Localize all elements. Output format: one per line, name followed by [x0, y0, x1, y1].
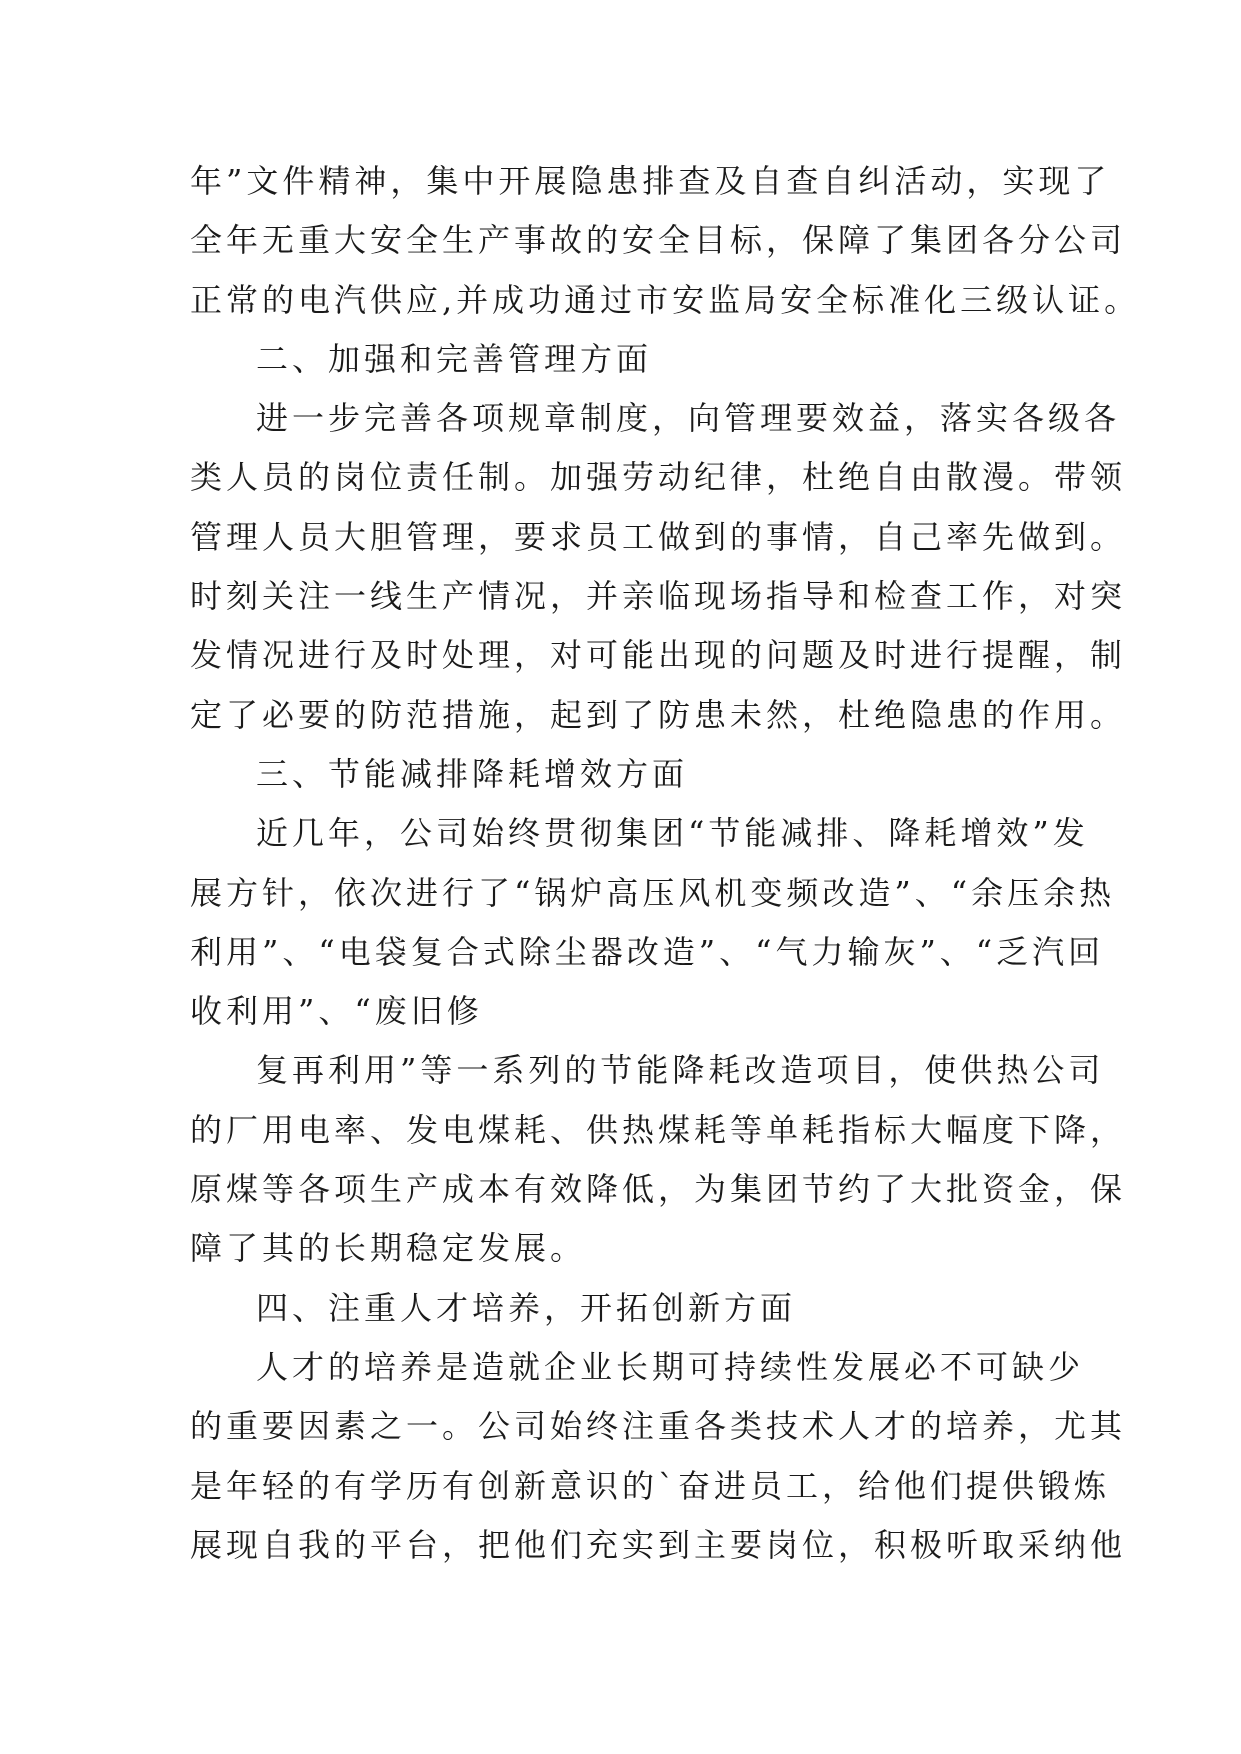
text-line: 年”文件精神，集中开展隐患排查及自查自纠活动，实现了	[190, 162, 1111, 200]
document-body	[190, 152, 1141, 1575]
text-line: 进一步完善各项规章制度，向管理要效益，落实各级各	[256, 399, 1121, 438]
text-line: 障了其的长期稳定发展。	[190, 1229, 587, 1268]
text-line: 四、注重人才培养，开拓创新方面	[256, 1288, 797, 1327]
text-line: 全年无重大安全生产事故的安全目标，保障了集团各分公司	[190, 221, 1127, 260]
text-line: 管理人员大胆管理，要求员工做到的事情，自己率先做到。	[190, 517, 1127, 556]
text-line: 正常的电汽供应,并成功通过市安监局安全标准化三级认证。	[190, 280, 1141, 319]
text-line: 三、节能减排降耗增效方面	[256, 754, 689, 793]
text-line: 原煤等各项生产成本有效降低，为集团节约了大批资金，保	[190, 1170, 1127, 1209]
text-line: 是年轻的有学历有创新意识的`奋进员工，给他们提供锻炼	[190, 1466, 1111, 1505]
text-line: 复再利用”等一系列的节能降耗改造项目，使供热公司	[256, 1051, 1105, 1090]
text-line: 的厂用电率、发电煤耗、供热煤耗等单耗指标大幅度下降，	[190, 1110, 1127, 1149]
text-line: 利用”、“电袋复合式除尘器改造”、“气力输灰”、“乏汽回	[190, 932, 1105, 971]
text-line: 发情况进行及时处理，对可能出现的问题及时进行提醒，制	[190, 636, 1127, 675]
text-line: 时刻关注一线生产情况，并亲临现场指导和检查工作，对突	[190, 577, 1127, 616]
text-line: 类人员的岗位责任制。加强劳动纪律，杜绝自由散漫。带领	[190, 458, 1127, 497]
text-line: 展方针，依次进行了“锅炉高压风机变频改造”、“余压余热	[190, 873, 1116, 912]
text-line: 展现自我的平台，把他们充实到主要岗位，积极听取采纳他	[190, 1525, 1127, 1564]
text-line: 近几年，公司始终贯彻集团“节能减排、降耗增效”发	[256, 814, 1089, 853]
text-line: 收利用”、“废旧修	[190, 992, 483, 1031]
text-line: 定了必要的防范措施，起到了防患未然，杜绝隐患的作用。	[190, 695, 1127, 734]
text-line: 人才的培养是造就企业长期可持续性发展必不可缺少	[256, 1347, 1085, 1386]
text-line: 二、加强和完善管理方面	[256, 339, 653, 378]
text-line: 的重要因素之一。公司始终注重各类技术人才的培养，尤其	[190, 1407, 1127, 1446]
